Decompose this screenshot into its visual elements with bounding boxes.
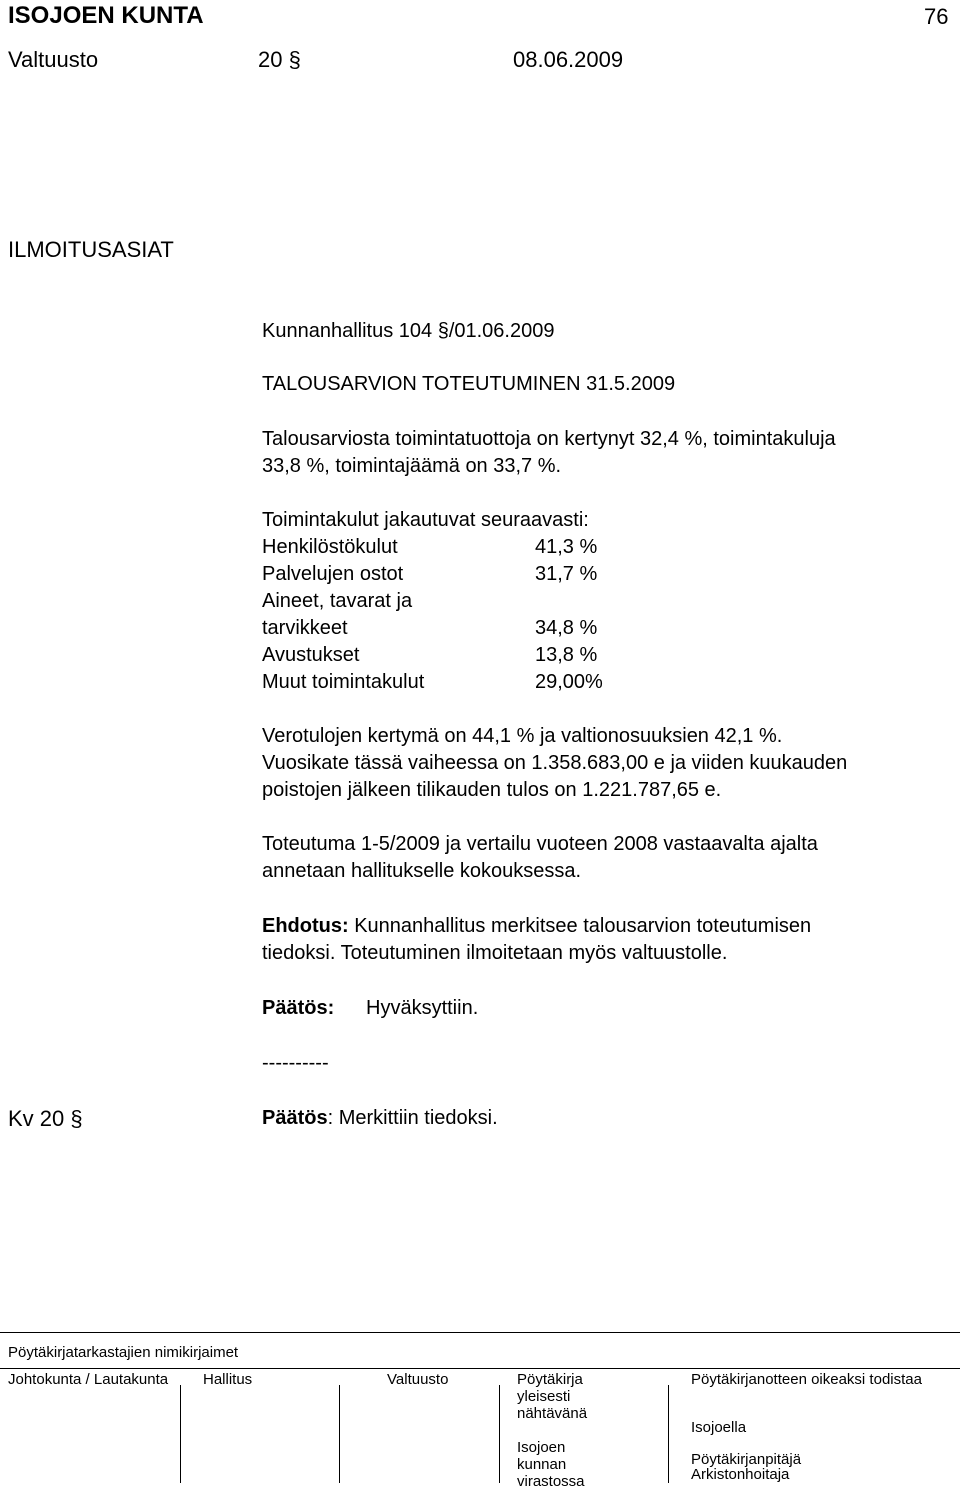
section-title: ILMOITUSASIAT xyxy=(8,237,174,262)
kv-decision xyxy=(262,1105,498,1132)
footer-certification-place: Isojoella xyxy=(691,1419,747,1436)
cost-row-value: 41,3 % xyxy=(535,536,598,558)
cost-row-value: 13,8 % xyxy=(535,644,598,666)
public-notice-line: nähtävänä xyxy=(517,1405,588,1422)
footer-divider xyxy=(499,1385,500,1483)
footer-certification-role-2: Arkistonhoitaja xyxy=(691,1466,790,1483)
cost-row-label: Aineet, tavarat ja xyxy=(262,590,413,612)
separator-dashes: ---------- xyxy=(262,1052,329,1074)
body-name: Valtuusto xyxy=(8,47,99,72)
footer-certification-title: Pöytäkirjanotteen oikeaksi todistaa xyxy=(691,1371,922,1388)
kv-label: Kv 20 § xyxy=(8,1106,83,1131)
footer-certification-role-1: Pöytäkirjanpitäjä xyxy=(691,1451,802,1468)
cost-row-label: Muut toimintakulut xyxy=(262,671,425,693)
proposal-line-2: tiedoksi. Toteutuminen ilmoitetaan myös valtuustolle. xyxy=(262,942,728,964)
footer-divider xyxy=(339,1385,340,1483)
decision-label: Päätös: xyxy=(262,997,335,1019)
public-notice-line: virastossa xyxy=(517,1473,585,1490)
proposal-line-1 xyxy=(262,913,811,940)
proposal-label: Ehdotus: xyxy=(262,915,349,937)
kv-decision-label: Päätös xyxy=(262,1107,328,1129)
cost-row-label: Palvelujen ostot xyxy=(262,563,404,585)
section-sign: § xyxy=(288,47,301,72)
realization-line-1: Toteutuma 1-5/2009 ja vertailu vuoteen 2008 vastaavalta ajalta xyxy=(262,833,818,855)
intro-line-1: Talousarviosta toimintatuottoja on kertynyt 32,4 %, toimintakuluja xyxy=(262,428,836,450)
public-notice-line: kunnan xyxy=(517,1456,567,1473)
section-number-value: 20 xyxy=(258,47,283,72)
meeting-date: 08.06.2009 xyxy=(513,47,624,72)
item-title: TALOUSARVION TOTEUTUMINEN 31.5.2009 xyxy=(262,373,676,395)
tax-line-2: Vuosikate tässä vaiheessa on 1.358.683,00 e ja viiden kuukauden xyxy=(262,752,848,774)
costs-heading: Toimintakulut jakautuvat seuraavasti: xyxy=(262,509,589,531)
footer-divider xyxy=(668,1385,669,1483)
cost-row-value: 34,8 % xyxy=(535,617,598,639)
kv-decision-text: : Merkittiin tiedoksi. xyxy=(327,1107,498,1129)
decision-text: Hyväksyttiin. xyxy=(366,997,479,1019)
cost-row-label: tarvikkeet xyxy=(262,617,348,639)
intro-line-2: 33,8 %, toimintajäämä on 33,7 %. xyxy=(262,455,562,477)
cost-row-value: 31,7 % xyxy=(535,563,598,585)
footer-col-government: Hallitus xyxy=(203,1371,253,1388)
footer-col-public-notice xyxy=(517,1371,587,1490)
footer-top-rule xyxy=(0,1332,960,1333)
public-notice-line: yleisesti xyxy=(517,1388,571,1405)
footer-middle-rule xyxy=(0,1368,960,1369)
footer-col-board: Johtokunta / Lautakunta xyxy=(8,1371,169,1388)
footer-col-council: Valtuusto xyxy=(387,1371,449,1388)
proposal-text: Kunnanhallitus merkitsee talousarvion toteutumisen xyxy=(348,915,812,937)
municipality-name: ISOJOEN KUNTA xyxy=(8,2,204,29)
footer-divider xyxy=(180,1385,181,1483)
page-number: 76 xyxy=(924,4,949,29)
public-notice-line: Isojoen xyxy=(517,1439,566,1456)
cost-row-label: Henkilöstökulut xyxy=(262,536,398,558)
initials-heading: Pöytäkirjatarkastajien nimikirjaimet xyxy=(8,1344,239,1361)
cost-row-value: 29,00% xyxy=(535,671,603,693)
tax-line-1: Verotulojen kertymä on 44,1 % ja valtionosuuksien 42,1 %. xyxy=(262,725,783,747)
public-notice-line: Pöytäkirja xyxy=(517,1371,583,1388)
realization-line-2: annetaan hallitukselle kokouksessa. xyxy=(262,860,582,882)
item-reference: Kunnanhallitus 104 §/01.06.2009 xyxy=(262,320,555,342)
tax-line-3: poistojen jälkeen tilikauden tulos on 1.221.787,65 e. xyxy=(262,779,722,801)
section-number xyxy=(258,46,301,73)
cost-row-label: Avustukset xyxy=(262,644,360,666)
public-notice-spacer xyxy=(517,1422,587,1439)
